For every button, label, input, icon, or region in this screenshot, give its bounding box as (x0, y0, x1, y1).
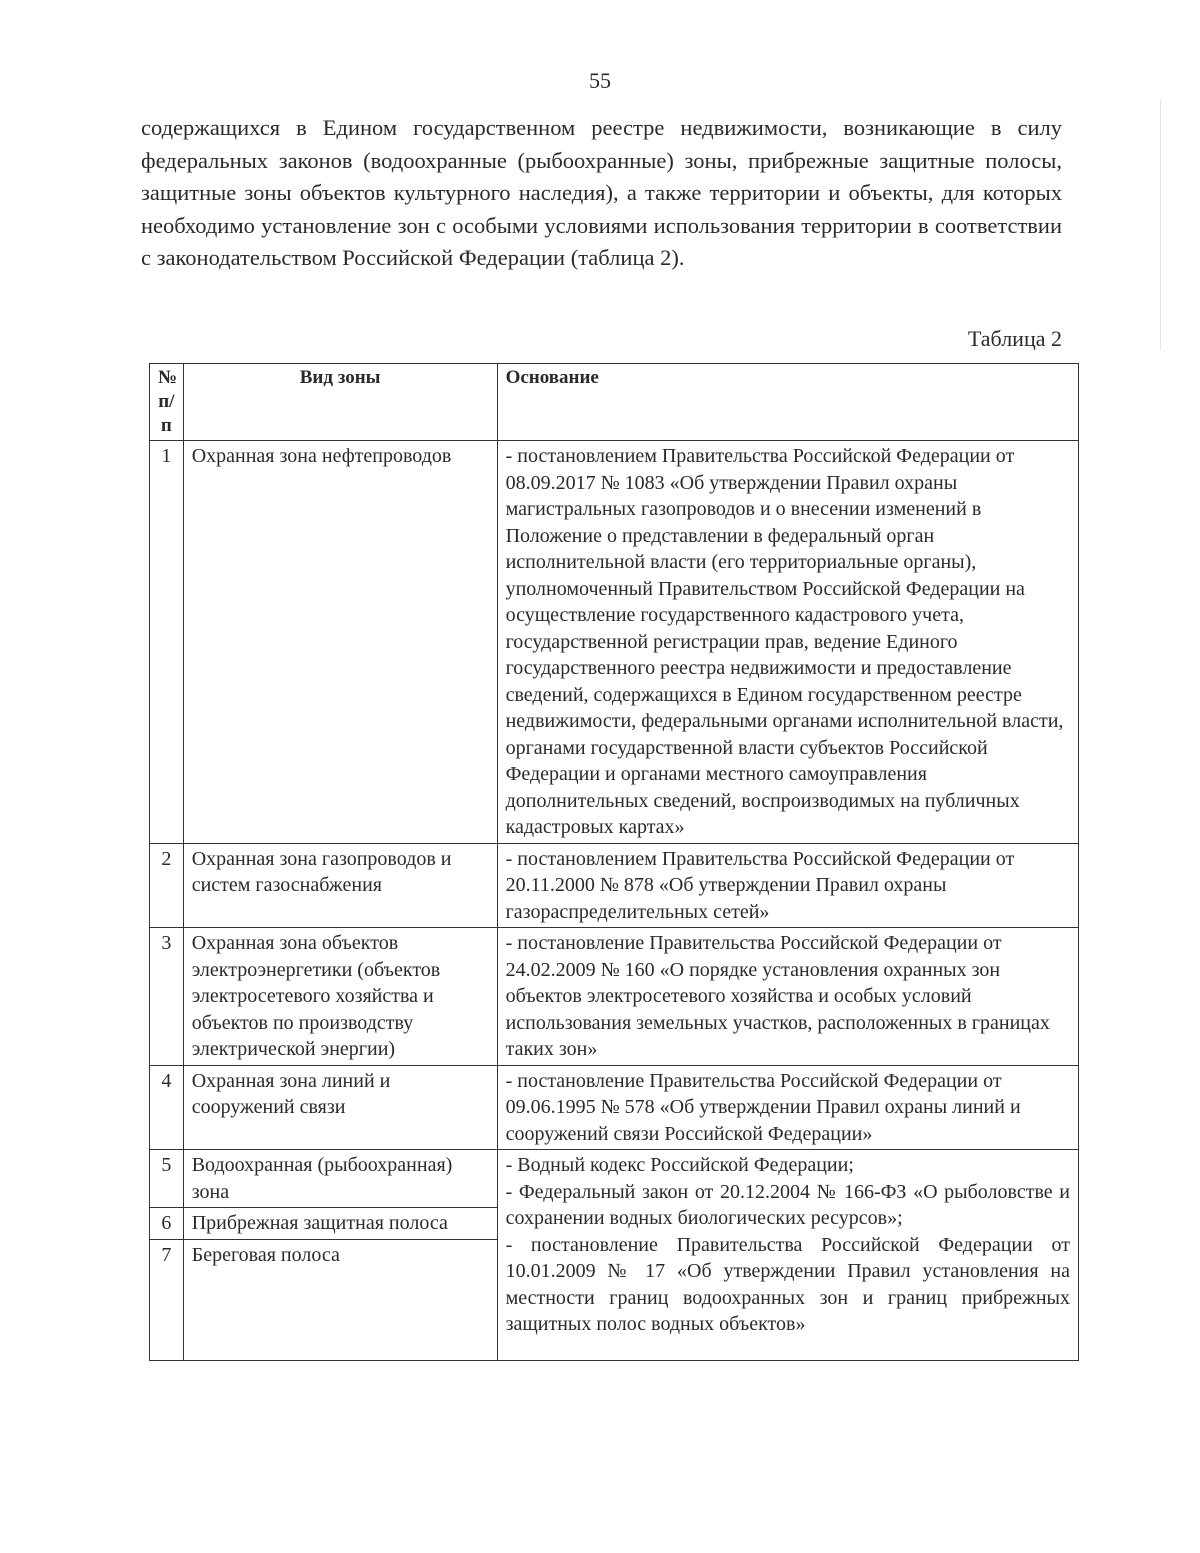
basis-item: - постановление Правительства Российской Федерации от 10.01.2009 № 17 «Об утверждении Правил установления на местности границ водоохранных зон и границ прибрежных защитных полос водных объектов» (505, 1233, 1070, 1335)
row-num: 4 (150, 1065, 184, 1150)
basis-item: - Водный кодекс Российской Федерации; (505, 1154, 854, 1176)
row-zone: Береговая полоса (183, 1239, 497, 1360)
row-zone: Прибрежная защитная полоса (183, 1208, 497, 1240)
row-basis: - постановление Правительства Российской Федерации от 09.06.1995 № 578 «Об утверждении Правил охраны линий и сооружений связи Российской Федерации» (497, 1065, 1078, 1150)
table-caption: Таблица 2 (967, 326, 1062, 351)
row-num: 6 (150, 1208, 184, 1240)
basis-item: - Федеральный закон от 20.12.2004 № 166-ФЗ «О рыболовстве и сохранении водных биологических ресурсов»; (505, 1180, 1070, 1229)
table-row (150, 928, 1079, 1066)
row-basis: - постановлением Правительства Российской Федерации от 08.09.2017 № 1083 «Об утверждении Правил охраны магистральных газопроводов и о внесении изменений в Положение о представлении в федеральный орган исполнительной власти (его территориальные органы), уполномоченный Правительством Российской Федерации на осуществление государственного кадастрового учета, государственной регистрации прав, ведение Единого государственного реестра недвижимости и предоставление сведений, содержащихся в Едином государственном реестре недвижимости, федеральными органами исполнительной власти, органами государственной власти субъектов Российской Федерации и органами местного самоуправления дополнительных сведений, воспроизводимых на публичных кадастровых картах» (497, 441, 1078, 844)
row-num: 3 (150, 928, 184, 1066)
row-num: 5 (150, 1150, 184, 1208)
zones-table (149, 363, 1079, 1361)
page-number: 55 (589, 68, 611, 93)
row-basis: - постановление Правительства Российской Федерации от 24.02.2009 № 160 «О порядке установления охранных зон объектов электросетевого хозяйства и особых условий использования земельных участков, расположенных в границах таких зон» (497, 928, 1078, 1066)
row-num: 1 (150, 441, 184, 844)
table-row (150, 843, 1079, 928)
row-basis: - постановлением Правительства Российской Федерации от 20.11.2000 № 878 «Об утверждении Правил охраны газораспределительных сетей» (497, 843, 1078, 928)
row-zone: Охранная зона линий и сооружений связи (183, 1065, 497, 1150)
table-row (150, 1150, 1079, 1208)
row-basis-merged (497, 1150, 1078, 1361)
intro-paragraph: содержащихся в Едином государственном реестре недвижимости, возникающие в силу федеральных законов (водоохранные (рыбоохранные) зоны, прибрежные защитные полосы, защитные зоны объектов культурного наследия), а также территории и объекты, для которых необходимо установление зон с особыми условиями использования территории в соответствии с законодательством Российской Федерации (таблица 2). (141, 115, 1062, 270)
header-basis: Основание (497, 364, 1078, 441)
table-header-row (150, 364, 1079, 441)
row-zone: Водоохранная (рыбоохранная) зона (183, 1150, 497, 1208)
row-zone: Охранная зона газопроводов и систем газоснабжения (183, 843, 497, 928)
header-zone-type: Вид зоны (183, 364, 497, 441)
table-row (150, 441, 1079, 844)
header-num: № п/п (150, 364, 184, 441)
scan-edge-mark (1160, 100, 1161, 350)
row-num: 7 (150, 1239, 184, 1360)
row-num: 2 (150, 843, 184, 928)
row-zone: Охранная зона объектов электроэнергетики (объектов электросетевого хозяйства и объектов по производству электрической энергии) (183, 928, 497, 1066)
row-zone: Охранная зона нефтепроводов (183, 441, 497, 844)
table-row (150, 1065, 1079, 1150)
